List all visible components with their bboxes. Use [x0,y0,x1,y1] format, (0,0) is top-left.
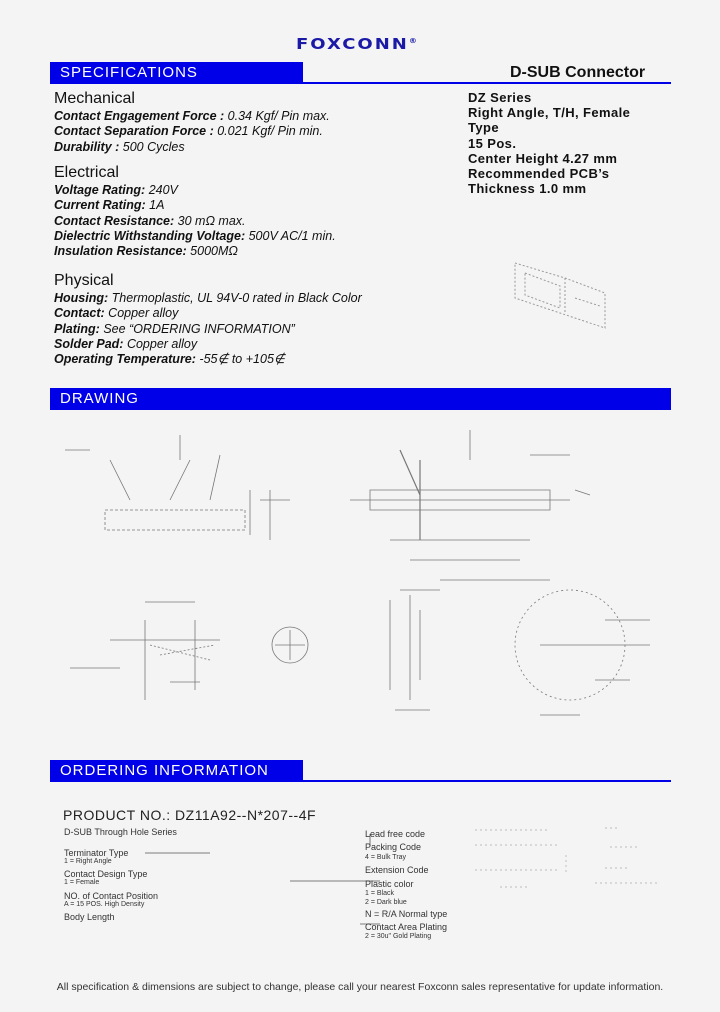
spec-label: Dielectric Withstanding Voltage: [54,228,246,243]
order-label: Contact Area Plating [365,922,448,932]
order-label: 4 = Bulk Tray [365,854,407,861]
section-bar-specifications [50,62,303,84]
spec-label: Contact Resistance: [54,213,175,228]
section-bar-drawing [50,388,671,410]
mechanical-specs [54,109,330,155]
heading-physical: Physical [54,272,114,289]
order-label: 1 = Black [365,890,394,897]
electrical-specs [54,183,336,259]
foxconn-logo [296,36,417,54]
order-label: 2 = Dark blue [365,899,407,906]
order-label: D-SUB Through Hole Series [64,827,177,837]
spec-row [54,322,362,337]
order-label: Packing Code [365,842,422,852]
spec-label: Insulation Resistance: [54,244,187,259]
spec-row [54,124,330,139]
part-number: PRODUCT NO.: DZ11A92--N*207--4F [63,807,317,823]
spec-value: 500V AC/1 min. [245,228,336,243]
spec-label: Plating: [54,321,100,336]
order-label: 2 = 30u" Gold Plating [365,933,432,940]
footer-disclaimer: All specification & dimensions are subject to change, please call your nearest Foxconn sales representative for update information. [56,981,664,993]
spec-label: Voltage Rating: [54,183,146,197]
order-label: N = R/A Normal type [365,909,448,919]
spec-label: Contact: [54,306,105,321]
spec-label: Durability : [54,139,120,154]
divider-line [50,780,671,782]
spec-row [54,140,330,155]
product-line: Type [468,120,499,136]
spec-row [54,337,362,352]
spec-row [54,183,336,198]
spec-value: -55∉ to +105∉ [195,352,285,367]
spec-value: 30 mΩ max. [174,213,246,228]
order-label: Lead free code [365,829,426,839]
order-label: Contact Design Type [64,869,148,879]
order-label: A = 15 POS. High Density [64,901,145,908]
spec-row [54,198,336,213]
spec-row [54,291,362,306]
spec-label: Contact Separation Force : [54,124,214,139]
spec-row [54,352,362,367]
section-title-ordering: ORDERING INFORMATION [60,762,269,779]
heading-mechanical: Mechanical [54,90,135,107]
spec-label: Current Rating: [54,198,146,213]
spec-row [54,244,336,259]
spec-value: 0.021 Kgf/ Pin min. [213,124,323,139]
technical-drawing [50,420,670,730]
connector-image [505,248,615,338]
spec-value: 5000MΩ [186,244,238,259]
spec-value: See “ORDERING INFORMATION” [99,321,295,336]
spec-label: Contact Engagement Force : [54,109,225,123]
spec-value: 0.34 Kgf/ Pin max. [224,109,330,123]
product-line: DZ Series [468,90,532,105]
spec-value: Copper alloy [123,336,198,351]
order-label: Terminator Type [64,848,129,858]
spec-value: Thermoplastic, UL 94V-0 rated in Black Color [108,291,362,305]
spec-label: Housing: [54,291,109,305]
product-line: Thickness 1.0 mm [468,181,587,197]
product-description [468,90,678,196]
product-line: Right Angle, T/H, Female [468,105,631,121]
spec-row [54,306,362,321]
physical-specs [54,291,362,367]
divider-line [50,82,671,84]
order-label: NO. of Contact Position [64,891,159,901]
product-title: D-SUB Connector [510,64,646,81]
order-label: 1 = Female [64,879,100,886]
spec-row [54,214,336,229]
order-label: Extension Code [365,865,429,875]
product-line: Center Height 4.27 mm [468,150,618,166]
ordering-table-sketch [470,825,670,895]
spec-label: Operating Temperature: [54,352,196,367]
order-label: Plastic color [365,879,414,889]
order-label: Body Length [64,912,115,922]
spec-value: 240V [145,183,178,197]
heading-electrical: Electrical [54,164,119,181]
spec-value: 500 Cycles [119,139,185,154]
spec-label: Solder Pad: [54,336,124,351]
section-title-specifications: SPECIFICATIONS [60,64,198,81]
spec-value: 1A [145,198,165,213]
logo-text: FOXCONN [296,35,409,54]
registered-mark: ® [408,37,417,45]
section-bar-ordering [50,760,303,782]
product-line: Recommended PCB’s [468,166,610,182]
spec-row [54,109,330,124]
spec-value: Copper alloy [104,306,179,321]
order-label: 1 = Right Angle [64,858,112,865]
section-title-drawing: DRAWING [60,390,139,407]
product-line: 15 Pos. [468,135,517,151]
spec-row [54,229,336,244]
